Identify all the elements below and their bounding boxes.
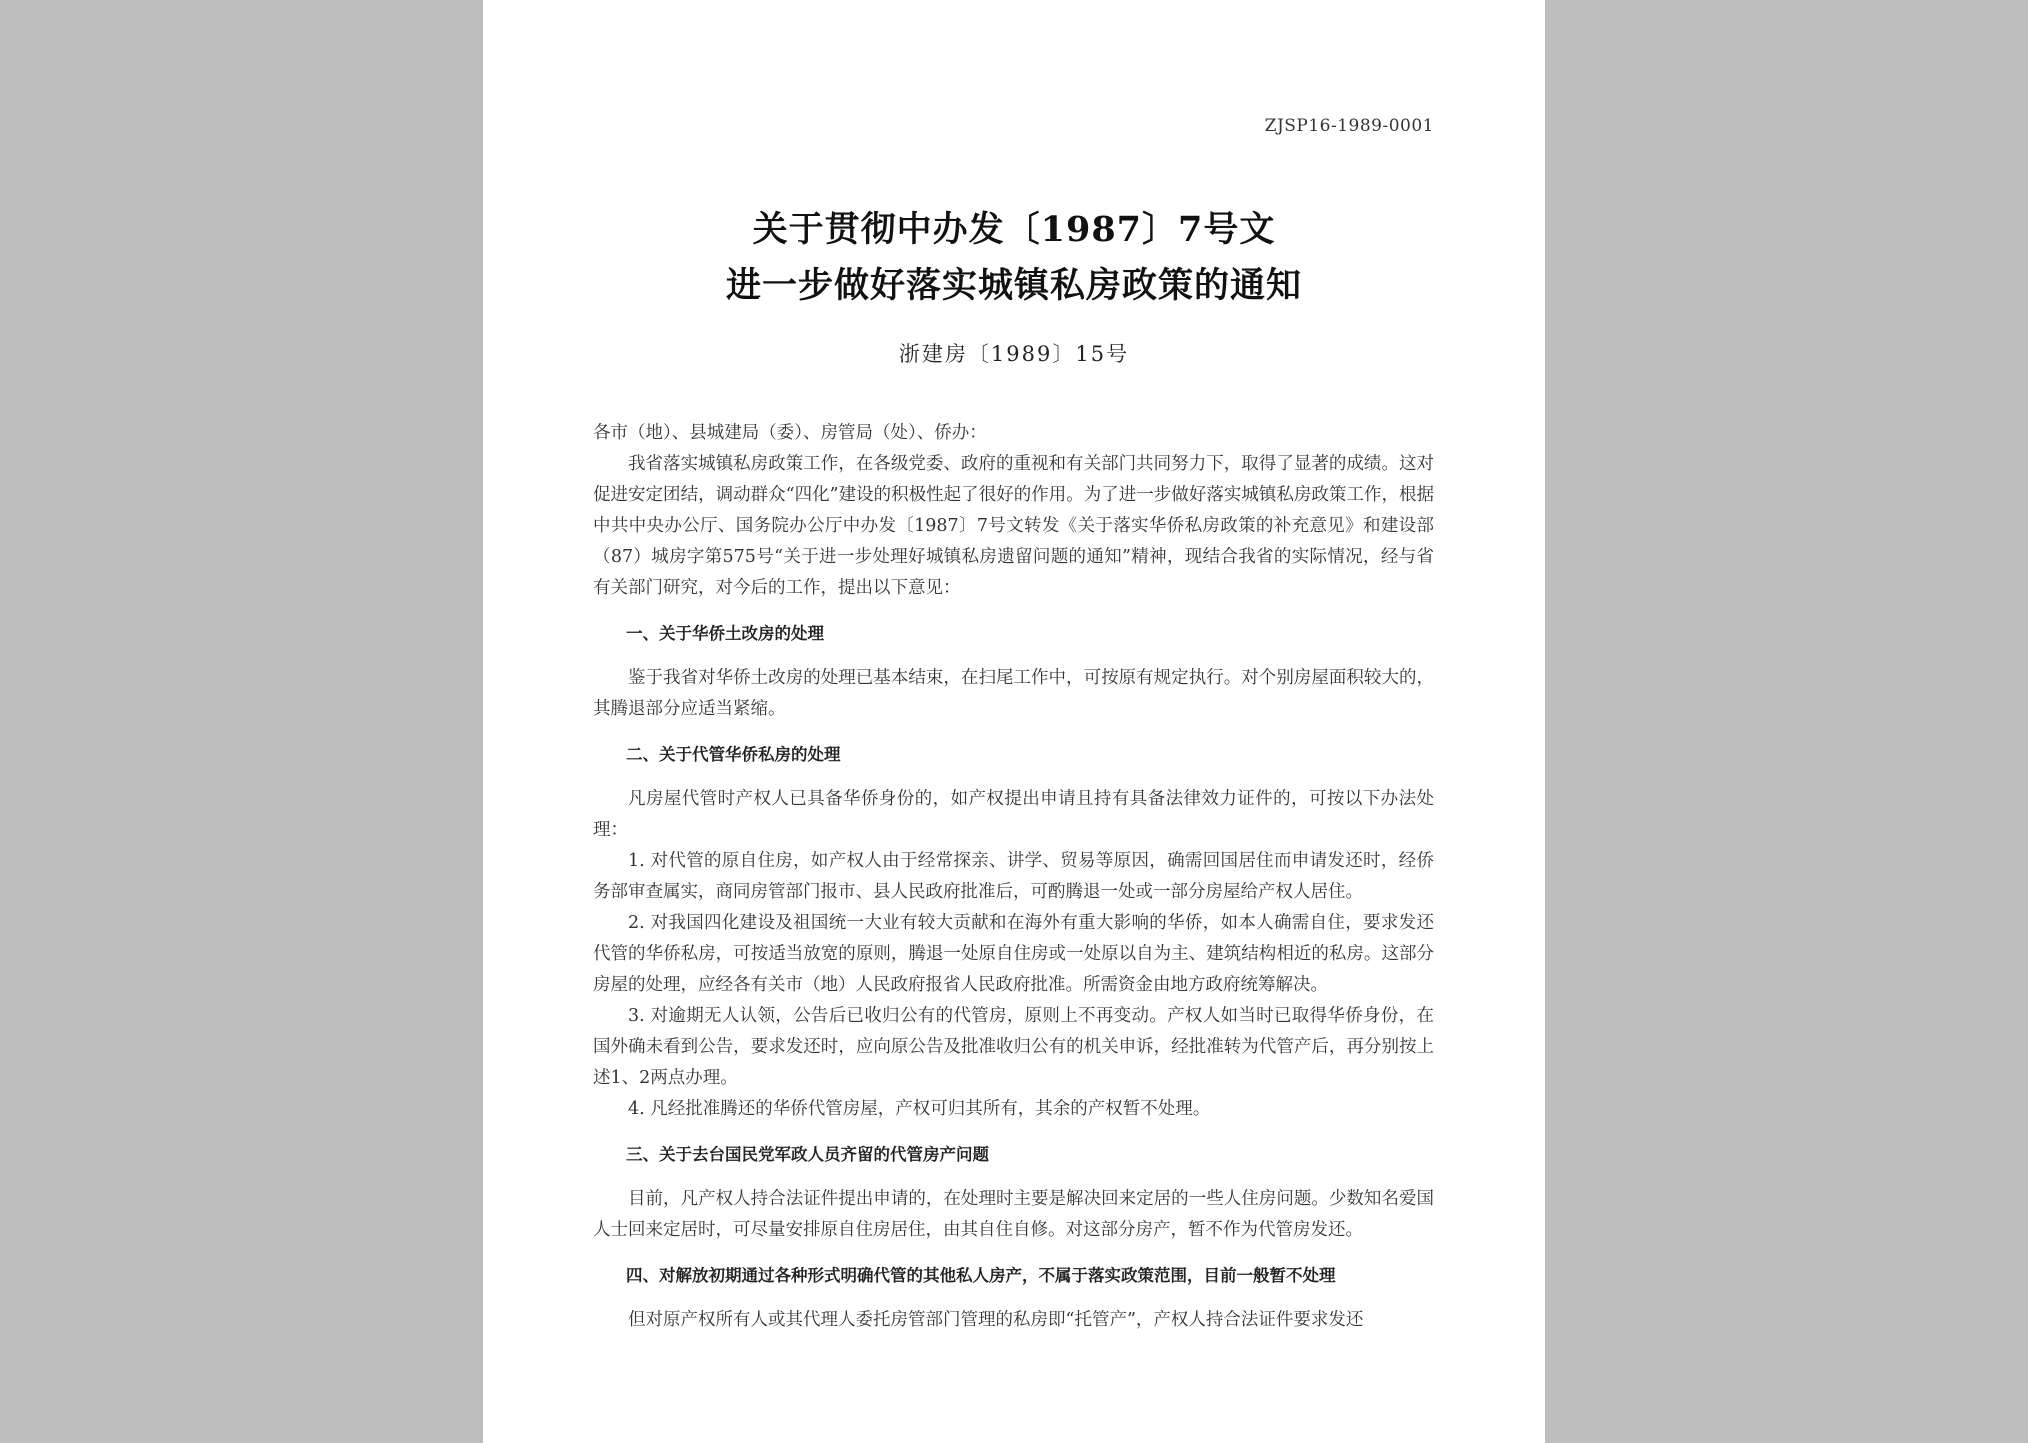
list-item: 2. 对我国四化建设及祖国统一大业有较大贡献和在海外有重大影响的华侨，如本人确需自住，要求发还代管的华侨私房，可按适当放宽的原则，腾退一处原自住房或一处原以自为主、建筑结构相近的私房。这部分房屋的处理，应经各有关市（地）人民政府报省人民政府批准。所需资金由地方政府统筹解决。 [593,913,1434,995]
intro-paragraph: 我省落实城镇私房政策工作，在各级党委、政府的重视和有关部门共同努力下，取得了显著的成绩。这对促进安定团结，调动群众“四化”建设的积极性起了很好的作用。为了进一步做好落实城镇私房政策工作，根据中共中央办公厅、国务院办公厅中办发〔1987〕7号文转发《关于落实华侨私房政策的补充意见》和建设部（87）城房字第575号“关于进一步处理好城镇私房遗留问题的通知”精神，现结合我省的实际情况，经与省有关部门研究，对今后的工作，提出以下意见： [593,454,1434,598]
document-page [483,0,1545,1443]
paragraph: 鉴于我省对华侨土改房的处理已基本结束，在扫尾工作中，可按原有规定执行。对个别房屋面积较大的，其腾退部分应适当紧缩。 [593,668,1434,719]
paragraph: 凡房屋代管时产权人已具备华侨身份的，如产权提出申请且持有具备法律效力证件的，可按以下办法处理： [593,789,1434,840]
document-code: ZJSP16-1989-0001 [1264,116,1434,136]
document-number: 浙建房〔1989〕15号 [898,342,1130,366]
list-item: 3. 对逾期无人认领，公告后已收归公有的代管房，原则上不再变动。产权人如当时已取得华侨身份，在国外确未看到公告，要求发还时，应向原公告及批准收归公有的机关申诉，经批准转为代管产后，再分别按上述1、2两点办理。 [593,1006,1434,1088]
paragraph: 但对原产权所有人或其代理人委托房管部门管理的私房即“托管产”，产权人持合法证件要求发还 [628,1310,1364,1330]
title-line-2: 进一步做好落实城镇私房政策的通知 [725,265,1302,306]
section-heading: 三、关于去台国民党军政人员齐留的代管房产问题 [626,1145,989,1164]
document-body [593,418,1434,1336]
title-line-1: 关于贯彻中办发〔1987〕7号文 [752,209,1276,250]
salutation: 各市（地）、县城建局（委）、房管局（处）、侨办： [593,423,987,443]
section-heading: 一、关于华侨土改房的处理 [626,624,824,643]
paragraph: 目前，凡产权人持合法证件提出申请的，在处理时主要是解决回来定居的一些人住房问题。少数知名爱国人士回来定居时，可尽量安排原自住房居住，由其自住自修。对这部分房产，暂不作为代管房发还。 [593,1189,1434,1240]
list-item: 4. 凡经批准腾还的华侨代管房屋，产权可归其所有，其余的产权暂不处理。 [628,1099,1211,1119]
list-item: 1. 对代管的原自住房，如产权人由于经常探亲、讲学、贸易等原因，确需回国居住而申请发还时，经侨务部审查属实，商同房管部门报市、县人民政府批准后，可酌腾退一处或一部分房屋给产权人居住。 [593,851,1434,902]
section-heading: 二、关于代管华侨私房的处理 [626,745,841,764]
section-heading: 四、对解放初期通过各种形式明确代管的其他私人房产，不属于落实政策范围，目前一般暂不处理 [626,1266,1336,1285]
